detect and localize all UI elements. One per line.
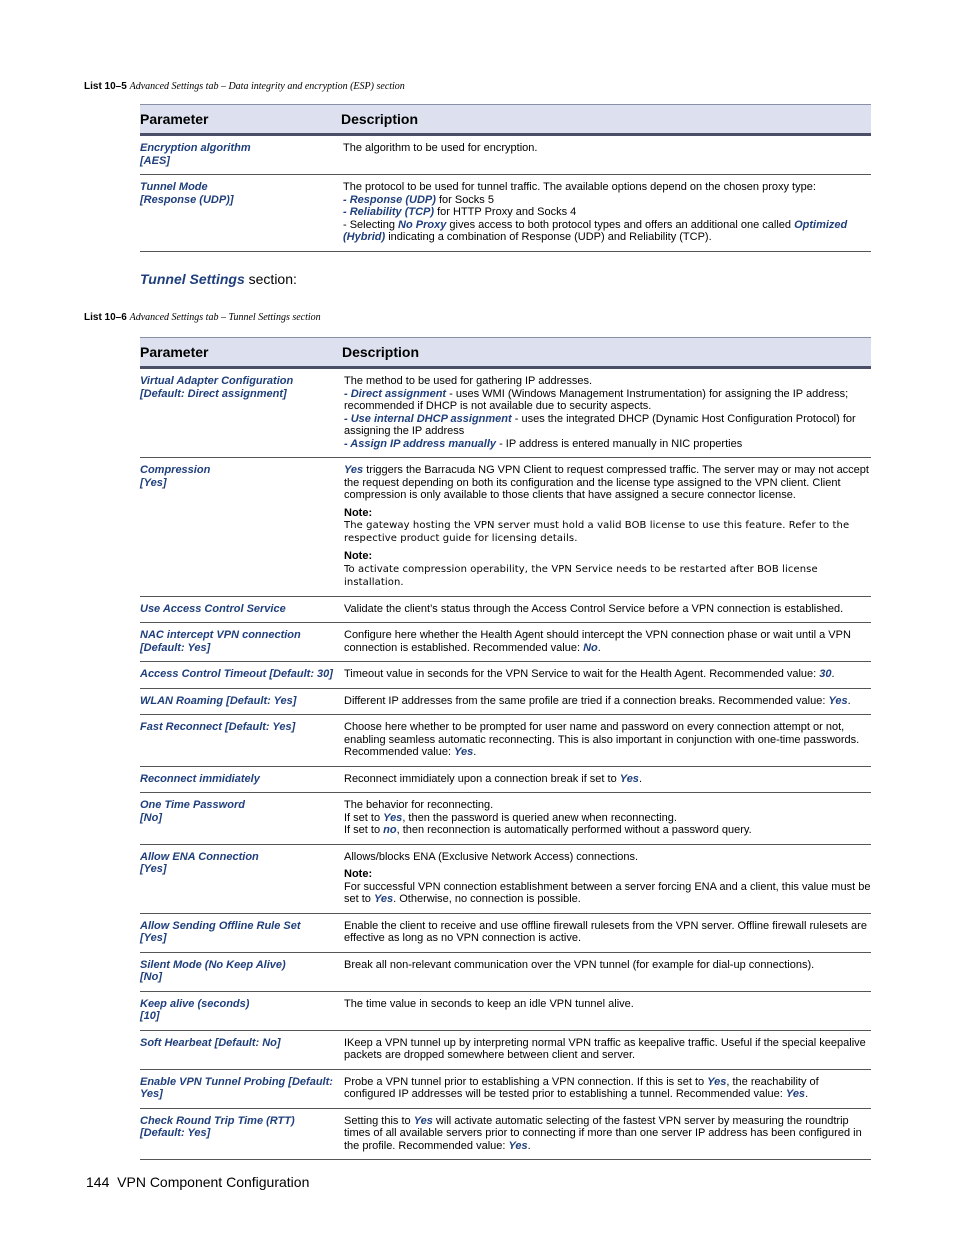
description-text: The method to be used for gathering IP addresses. (344, 375, 593, 387)
table-row (140, 458, 871, 597)
description-line (344, 629, 871, 654)
description-cell (341, 135, 871, 175)
parameter-name: Compression (140, 464, 211, 476)
table-row (140, 715, 871, 767)
parameter-cell (140, 135, 341, 175)
parameter-name: Enable VPN Tunnel Probing [Default: Yes] (140, 1075, 333, 1100)
list-caption-text: Advanced Settings tab – Tunnel Settings section (129, 312, 321, 323)
description-cell (342, 688, 871, 715)
parameter-name: Reconnect immidiately (140, 772, 260, 785)
highlighted-value: Yes (344, 464, 364, 476)
description-text: indicating a combination of Response (UDP) and Reliability (TCP). (385, 231, 712, 243)
highlighted-value: - Response (UDP) (343, 193, 436, 206)
description-line (344, 388, 871, 413)
description-line (343, 219, 871, 244)
description-text: For successful VPN connection establishment between a server forcing ENA and a client, this value must be set to (344, 880, 871, 905)
table-row (140, 596, 871, 623)
list-label: List 10–6 (84, 312, 127, 323)
highlighted-value: Yes (707, 1075, 727, 1088)
highlighted-value: Yes (619, 772, 639, 785)
note-text (344, 881, 871, 906)
highlighted-value: - Use internal DHCP assignment (344, 412, 512, 425)
parameter-cell (140, 1108, 342, 1160)
parameter-name: [Default: Yes] (140, 641, 211, 654)
description-text: The time value in seconds to keep an idle VPN tunnel alive. (344, 997, 634, 1010)
description-text: . (473, 746, 477, 758)
parameter-name: Soft Hearbeat [Default: No] (140, 1036, 281, 1049)
description-line (344, 603, 871, 616)
parameter-cell (140, 623, 342, 662)
description-line (344, 1037, 871, 1062)
highlighted-value: No (583, 641, 598, 654)
parameter-name: Access Control Timeout [Default: 30] (140, 668, 333, 680)
parameter-name: WLAN Roaming [Default: Yes] (140, 694, 297, 707)
highlighted-value: Yes (454, 746, 474, 758)
description-text: . (805, 1088, 809, 1100)
description-text: , the reachability of configured IP addresses will be tested prior to establishing a tunnel. Recommended value: (344, 1075, 819, 1100)
parameter-name: [Yes] (140, 476, 167, 489)
note-text: To activate compression operability, the VPN Service needs to be restarted after BOB license installation. (344, 563, 818, 588)
table-row (140, 135, 871, 175)
description-line (344, 824, 871, 837)
column-header-parameter: Parameter (140, 105, 341, 135)
table-row (140, 1030, 871, 1069)
list-caption-10-5 (84, 81, 405, 92)
parameter-cell (140, 793, 342, 845)
description-line (344, 668, 871, 681)
parameter-cell (140, 913, 342, 952)
description-text: Choose here whether to be prompted for user name and password on every connection attempt or not, enabling seamless automatic reconnecting. This is also important in conjunction with one-time passwords. Recommended value: (344, 721, 860, 758)
description-cell (342, 1030, 871, 1069)
description-text: . (847, 694, 851, 707)
description-line (344, 438, 871, 451)
description-cell (342, 623, 871, 662)
description-line (344, 851, 871, 864)
description-text: . (638, 772, 642, 785)
parameter-cell (140, 715, 342, 767)
description-line (344, 375, 871, 388)
table-row (140, 991, 871, 1030)
highlighted-value: Yes (383, 811, 403, 824)
description-cell (342, 662, 871, 689)
note-block (344, 507, 871, 546)
description-cell (342, 952, 871, 991)
highlighted-value: - Assign IP address manually (344, 437, 497, 450)
parameter-name: [Default: Yes] (140, 1127, 211, 1139)
description-text: gives access to both protocol types and offers an additional one called (446, 218, 795, 231)
parameter-name: Fast Reconnect [Default: Yes] (140, 721, 296, 733)
parameter-name: [Yes] (140, 863, 167, 875)
tunnel-settings-table (140, 337, 871, 1160)
highlighted-value: Yes (508, 1139, 528, 1152)
description-text: Enable the client to receive and use offline firewall rulesets from the VPN server. Offline firewall rulesets are effective as long as no VPN connection is active. (344, 919, 867, 944)
description-text: Validate the client’s status through the Access Control Service before a VPN connection is established. (344, 602, 844, 615)
description-text: The protocol to be used for tunnel traffic. The available options depend on the chosen proxy type: (343, 181, 816, 193)
highlighted-value: 30 (819, 668, 832, 680)
table-row (140, 793, 871, 845)
description-line (344, 464, 871, 502)
description-line (343, 181, 871, 194)
description-cell (341, 175, 871, 252)
description-cell (342, 793, 871, 845)
parameter-name: Virtual Adapter Configuration (140, 375, 294, 387)
column-header-parameter: Parameter (140, 338, 342, 368)
note-heading: Note: (344, 868, 373, 880)
highlighted-value: no (383, 824, 397, 836)
footer-title: VPN Component Configuration (117, 1174, 310, 1190)
table-row (140, 368, 871, 458)
table-row (140, 766, 871, 793)
description-cell (342, 715, 871, 767)
description-text: The algorithm to be used for encryption. (343, 142, 538, 154)
parameter-name: Keep alive (seconds) (140, 997, 250, 1010)
parameter-cell (140, 662, 342, 689)
table-row (140, 1108, 871, 1160)
parameter-name: Allow ENA Connection (140, 850, 259, 863)
description-text: Configure here whether the Health Agent should intercept the VPN connection phase or wait until a VPN connection is established. Recommended value: (344, 629, 851, 654)
description-line (343, 142, 871, 155)
description-text: IKeep a VPN tunnel up by interpreting normal VPN traffic as keepalive traffic. Useful if the special keepalive packets are dropped somewhere between client and server. (344, 1036, 866, 1061)
description-line (344, 998, 871, 1011)
description-text: . (597, 641, 601, 654)
highlighted-value: Optimized (Hybrid) (343, 218, 848, 243)
table-row (140, 1069, 871, 1108)
list-label: List 10–5 (84, 81, 127, 92)
parameter-name: Tunnel Mode (140, 181, 208, 193)
description-text: . (527, 1139, 531, 1152)
description-text: Timeout value in seconds for the VPN Service to wait for the Health Agent. Recommended value: (344, 668, 820, 680)
description-line (344, 695, 871, 708)
description-text: for Socks 5 (435, 193, 494, 206)
description-line (344, 959, 871, 972)
description-cell (342, 991, 871, 1030)
parameter-name: [No] (140, 971, 162, 983)
description-text: Break all non-relevant communication over the VPN tunnel (for example for dial-up connections). (344, 958, 815, 971)
description-line (344, 721, 871, 759)
description-line (344, 812, 871, 825)
note-block (344, 550, 871, 589)
description-line (343, 206, 871, 219)
parameter-cell (140, 1069, 342, 1108)
description-cell (342, 1108, 871, 1160)
parameter-name: [Default: Direct assignment] (140, 387, 287, 400)
parameter-name: [AES] (140, 154, 170, 167)
section-heading-highlight: Tunnel Settings (140, 271, 245, 287)
parameter-cell (140, 458, 342, 597)
table-row (140, 844, 871, 913)
highlighted-value: No Proxy (398, 218, 447, 231)
description-text: - uses the integrated DHCP (Dynamic Host Configuration Protocol) for assigning the IP address (344, 412, 856, 437)
parameter-cell (140, 766, 342, 793)
highlighted-value: Yes (785, 1088, 806, 1100)
description-text: If set to (344, 824, 384, 836)
description-line (344, 799, 871, 812)
description-text: - Selecting (343, 218, 399, 231)
parameter-cell (140, 175, 341, 252)
parameter-name: One Time Password (140, 799, 245, 811)
list-caption-text: Advanced Settings tab – Data integrity and encryption (ESP) section (129, 81, 405, 92)
description-line (344, 920, 871, 945)
page-footer (86, 1174, 309, 1190)
highlighted-value: Yes (373, 893, 394, 905)
parameter-name: Silent Mode (No Keep Alive) (140, 958, 286, 971)
parameter-cell (140, 991, 342, 1030)
table-row (140, 913, 871, 952)
parameter-name: [10] (140, 1010, 160, 1022)
parameter-name: Check Round Trip Time (RTT) (140, 1114, 295, 1127)
description-text: . (831, 668, 835, 680)
column-header-description: Description (341, 105, 871, 135)
table-row (140, 952, 871, 991)
description-line (344, 773, 871, 786)
description-text: - IP address is entered manually in NIC properties (496, 437, 743, 450)
description-line (344, 1115, 871, 1153)
highlighted-value: - Reliability (TCP) (343, 206, 435, 218)
description-text: Different IP addresses from the same profile are tried if a connection breaks. Recommended value: (344, 694, 829, 707)
highlighted-value: - Direct assignment (344, 387, 447, 400)
parameter-cell (140, 1030, 342, 1069)
section-heading-rest: section: (244, 271, 297, 287)
description-text: - uses WMI (Windows Management Instrumentation) for assigning the IP address; recommended if DHCP is not available due to security aspects. (344, 387, 849, 412)
description-text: If set to (344, 811, 384, 824)
description-cell (342, 844, 871, 913)
note-text: The gateway hosting the VPN server must hold a valid BOB license to use this feature. Refer to the respective product guide for licensing details. (344, 520, 850, 544)
parameter-name: Use Access Control Service (140, 602, 286, 615)
description-cell (342, 1069, 871, 1108)
description-cell (342, 368, 871, 458)
description-cell (342, 913, 871, 952)
parameter-name: [Response (UDP)] (140, 193, 234, 206)
note-heading: Note: (344, 550, 373, 562)
description-text: Probe a VPN tunnel prior to establishing a VPN connection. If this is set to (344, 1075, 708, 1088)
highlighted-value: Yes (413, 1114, 433, 1127)
table-row (140, 688, 871, 715)
esp-parameter-table (140, 104, 871, 252)
note-heading: Note: (344, 506, 373, 519)
description-text: will activate automatic selecting of the fastest VPN server by measuring the roundtrip times of all available servers prior to connecting if more than one server IP address has been configured in the profile. Recommended value: (344, 1114, 862, 1152)
description-text: , then reconnection is automatically performed without a password query. (396, 824, 752, 836)
description-cell (342, 766, 871, 793)
parameter-name: Encryption algorithm (140, 142, 251, 154)
parameter-name: NAC intercept VPN connection (140, 629, 301, 641)
description-line (344, 1076, 871, 1101)
description-cell (342, 458, 871, 597)
description-text: , then the password is queried anew when reconnecting. (402, 811, 677, 824)
description-line (343, 194, 871, 207)
description-text: for HTTP Proxy and Socks 4 (434, 206, 577, 218)
column-header-description: Description (342, 338, 871, 368)
table-row (140, 175, 871, 252)
description-text: Reconnect immidiately upon a connection break if set to (344, 772, 620, 785)
parameter-cell (140, 368, 342, 458)
parameter-cell (140, 844, 342, 913)
description-text: Allows/blocks ENA (Exclusive Network Access) connections. (344, 850, 639, 863)
parameter-name: [Yes] (140, 932, 167, 944)
parameter-name: [No] (140, 811, 162, 824)
note-block (344, 868, 871, 906)
description-text: The behavior for reconnecting. (344, 799, 494, 811)
table-row (140, 623, 871, 662)
parameter-cell (140, 596, 342, 623)
description-line (344, 413, 871, 438)
page-number: 144 (86, 1174, 110, 1190)
parameter-cell (140, 952, 342, 991)
section-heading (140, 271, 297, 287)
list-caption-10-6 (84, 312, 321, 323)
parameter-name: Allow Sending Offline Rule Set (140, 919, 301, 932)
parameter-cell (140, 688, 342, 715)
highlighted-value: Yes (828, 694, 848, 707)
description-text: . Otherwise, no connection is possible. (393, 893, 581, 905)
table-row (140, 662, 871, 689)
description-cell (342, 596, 871, 623)
description-text: triggers the Barracuda NG VPN Client to request compressed traffic. The server may or may not accept the request depending on both its configuration and the license type assigned to the VPN client. Client compression is only available to those clients that have assigned a secure connector license. (344, 464, 869, 501)
description-text: Setting this to (344, 1114, 414, 1127)
